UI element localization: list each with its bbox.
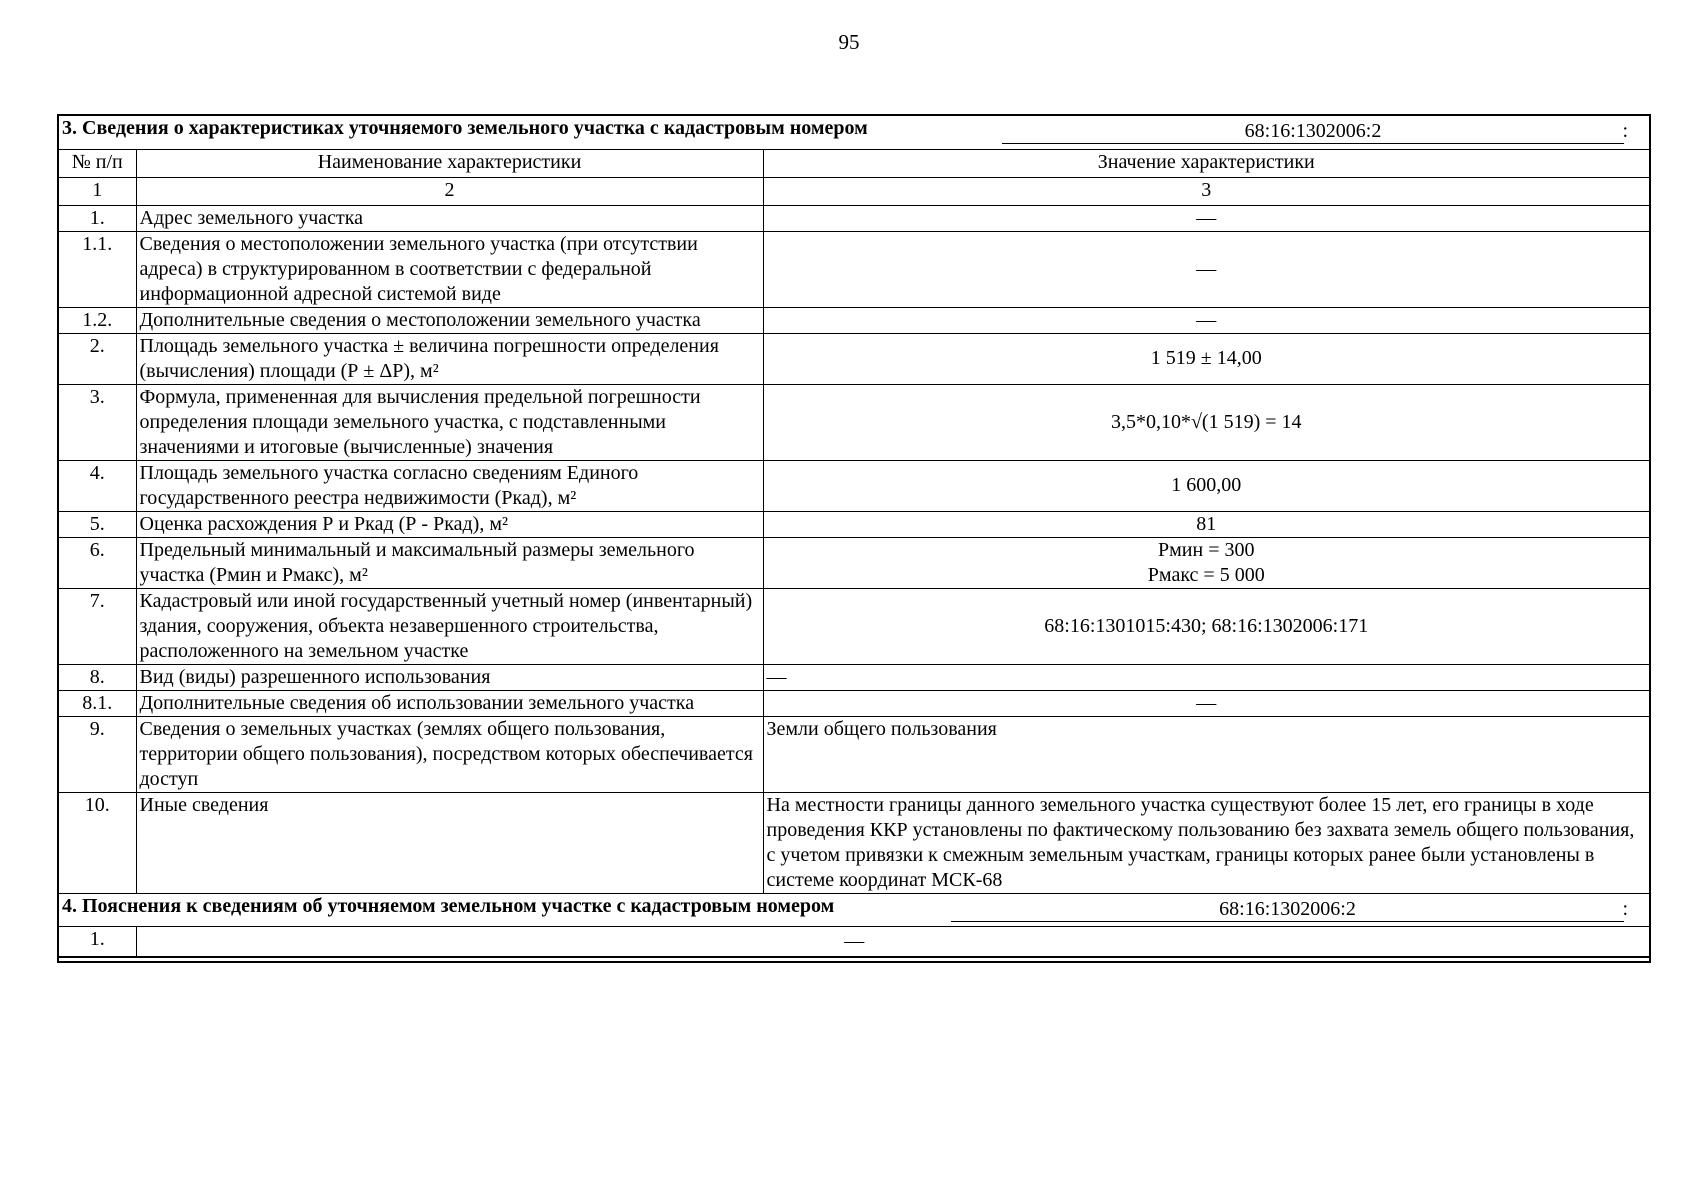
row-name: Площадь земельного участка ± величина погрешности определения (вычисления) площади (Р ± ΔР), м²: [136, 333, 763, 384]
row-value: Земли общего пользования: [763, 716, 1649, 792]
table-row: [59, 926, 1649, 956]
row-num: 8.1.: [59, 690, 136, 716]
row-num: 6.: [59, 537, 136, 588]
row-name: Сведения о местоположении земельного участка (при отсутствии адреса) в структурированном в соответствии с федеральной информационной адресной системой виде: [136, 231, 763, 307]
row-value: На местности границы данного земельного участка существуют более 15 лет, его границы в ходе проведения ККР установлены по фактическому пользованию без захвата земель общего пользования, с учетом привязки к смежным земельным участкам, границы которых ранее были установлены в системе координат МСК-68: [763, 792, 1649, 893]
table-row: [59, 792, 1649, 893]
row-num: 1.2.: [59, 307, 136, 333]
row-value: —: [763, 205, 1649, 231]
table-row: [59, 588, 1649, 664]
table-row: [59, 716, 1649, 792]
header-num: № п/п: [59, 149, 136, 177]
section-3-header: [59, 116, 1649, 149]
row-num: 2.: [59, 333, 136, 384]
table-row: [59, 460, 1649, 511]
characteristics-table: [59, 116, 1649, 957]
row-value: —: [763, 307, 1649, 333]
table-row: [59, 231, 1649, 307]
row-num: 10.: [59, 792, 136, 893]
row-value: 81: [763, 511, 1649, 537]
row-name: Оценка расхождения Р и Ркад (Р - Ркад), м²: [136, 511, 763, 537]
row-num: 4.: [59, 460, 136, 511]
row-name: Кадастровый или иной государственный учетный номер (инвентарный) здания, сооружения, объекта незавершенного строительства, расположенного на земельном участке: [136, 588, 763, 664]
table-row: [59, 537, 1649, 588]
row-value: 3,5*0,10*√(1 519) = 14: [763, 384, 1649, 460]
row-value: —: [136, 926, 1649, 956]
row-num: 5.: [59, 511, 136, 537]
header-value: Значение характеристики: [763, 149, 1649, 177]
row-name: Площадь земельного участка согласно сведениям Единого государственного реестра недвижимости (Ркад), м²: [136, 460, 763, 511]
row-value: —: [763, 664, 1649, 690]
table-row: [59, 690, 1649, 716]
table-row: [59, 333, 1649, 384]
row-num: 8.: [59, 664, 136, 690]
row-value: 1 519 ± 14,00: [763, 333, 1649, 384]
row-name: Дополнительные сведения о местоположении земельного участка: [136, 307, 763, 333]
table-index-row: [59, 177, 1649, 205]
row-value: —: [763, 231, 1649, 307]
table-row: [59, 511, 1649, 537]
index-cell: 1: [59, 177, 136, 205]
table-row: [59, 307, 1649, 333]
section-4-colon: :: [1622, 897, 1628, 920]
row-name: Дополнительные сведения об использовании земельного участка: [136, 690, 763, 716]
row-num: 9.: [59, 716, 136, 792]
row-num: 1.: [59, 926, 136, 956]
section-4-header: [59, 893, 1649, 926]
row-num: 1.1.: [59, 231, 136, 307]
row-name: Вид (виды) разрешенного использования: [136, 664, 763, 690]
row-num: 3.: [59, 384, 136, 460]
section-4-cadastral-number: 68:16:1302006:2: [951, 897, 1624, 922]
section-4-title: 4. Пояснения к сведениям об уточняемом земельном участке с кадастровым номером: [62, 894, 835, 917]
section-3-title: 3. Сведения о характеристиках уточняемого земельного участка с кадастровым номером: [62, 117, 868, 139]
bottom-double-rule: [59, 957, 1649, 961]
document-table-frame: [57, 114, 1651, 963]
row-name: Предельный минимальный и максимальный размеры земельного участка (Рмин и Рмакс), м²: [136, 537, 763, 588]
row-num: 7.: [59, 588, 136, 664]
page-number: 95: [838, 30, 860, 54]
index-cell: 2: [136, 177, 763, 205]
row-value: —: [763, 690, 1649, 716]
table-header-row: [59, 149, 1649, 177]
table-row: [59, 384, 1649, 460]
row-name: Сведения о земельных участках (землях общего пользования, территории общего пользования), посредством которых обеспечивается доступ: [136, 716, 763, 792]
row-value-max: Рмакс = 5 000: [1147, 563, 1265, 586]
row-value-min-max: [763, 537, 1649, 588]
row-value: 1 600,00: [763, 460, 1649, 511]
section-3-cadastral-number: 68:16:1302006:2: [1002, 119, 1624, 144]
header-name: Наименование характеристики: [136, 149, 763, 177]
index-cell: 3: [763, 177, 1649, 205]
row-num: 1.: [59, 205, 136, 231]
section-3-colon: :: [1622, 120, 1628, 142]
table-row: [59, 205, 1649, 231]
row-name: Формула, примененная для вычисления предельной погрешности определения площади земельного участка, с подставленными значениями и итоговые (вычисленные) значения: [136, 384, 763, 460]
row-value: 68:16:1301015:430; 68:16:1302006:171: [763, 588, 1649, 664]
row-name: Адрес земельного участка: [136, 205, 763, 231]
table-row: [59, 664, 1649, 690]
row-value-min: Рмин = 300: [1158, 538, 1255, 561]
row-name: Иные сведения: [136, 792, 763, 893]
